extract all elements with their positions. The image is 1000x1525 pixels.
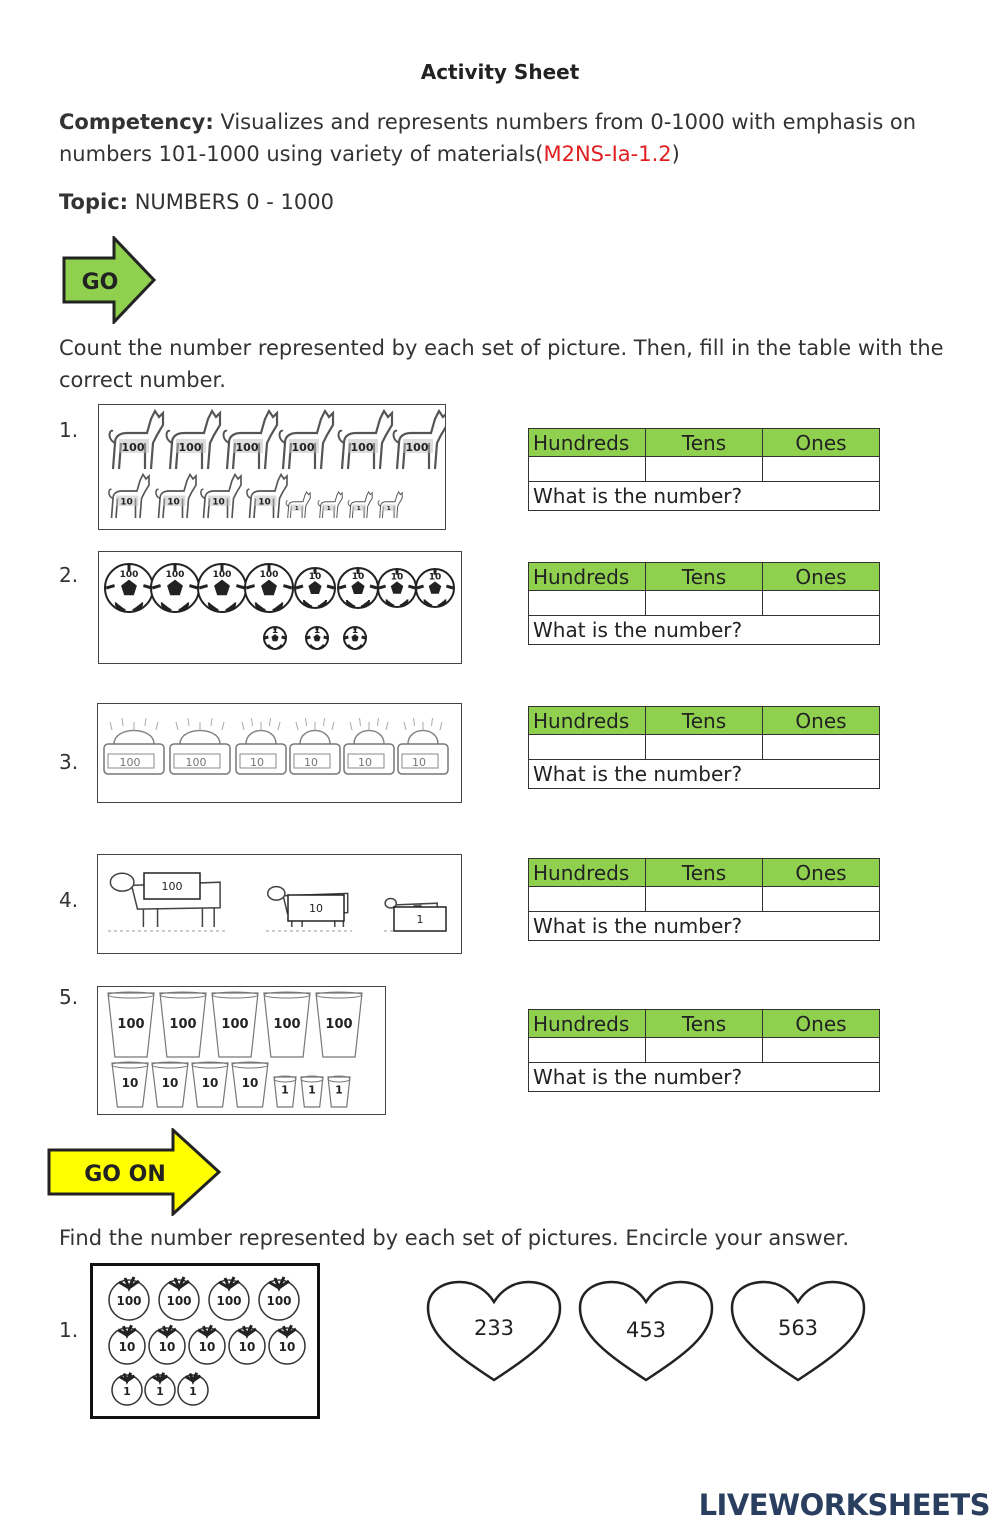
dogs-picture [98, 404, 446, 530]
value-label: 10 [428, 572, 442, 583]
toaster-icon [398, 718, 448, 774]
place-value-table-5 [528, 1009, 880, 1092]
value-label: 100 [185, 756, 207, 769]
soccer-ball-icon [416, 569, 454, 607]
dog-icon [224, 411, 278, 469]
value-label: 100 [325, 1017, 353, 1033]
item-number: 3. [59, 750, 79, 774]
value-label: 100 [405, 441, 429, 454]
number-answer-field[interactable]: What is the number? [529, 1063, 880, 1092]
cup-icon [112, 1062, 148, 1107]
soccer-ball-icon [295, 568, 335, 608]
value-label: 10 [241, 1076, 259, 1091]
tomato-icon [189, 1325, 225, 1364]
tens-answer-field[interactable] [646, 887, 763, 912]
soccer-ball-icon [151, 564, 199, 612]
ones-answer-field[interactable] [763, 1038, 880, 1063]
place-value-table-4 [528, 858, 880, 941]
ones-answer-field[interactable] [763, 735, 880, 760]
tens-header: Tens [646, 429, 763, 457]
tomato-icon [178, 1373, 208, 1405]
soccer-ball-icon [338, 568, 378, 608]
value-label: 1 [156, 1385, 164, 1398]
ones-answer-field[interactable] [763, 887, 880, 912]
soccer-ball-icon [344, 626, 366, 649]
dog-icon [286, 492, 310, 518]
value-label: 100 [169, 1017, 197, 1033]
value-label: 10 [390, 572, 404, 583]
value-label: 1 [416, 913, 424, 926]
competency-close: ) [671, 142, 680, 166]
choice-value: 453 [625, 1318, 667, 1342]
cow-icon [266, 887, 352, 931]
ones-header: Ones [763, 563, 880, 591]
page-title: Activity Sheet [420, 60, 580, 84]
toaster-icon [170, 718, 230, 774]
soccer-ball-icon [264, 626, 286, 649]
go-on-label: GO ON [84, 1162, 166, 1187]
answer-choice-heart[interactable] [580, 1282, 712, 1380]
competency-code: M2NS-Ia-1.2 [543, 142, 672, 166]
value-label: 100 [212, 570, 232, 581]
tens-answer-field[interactable] [646, 591, 763, 616]
value-label: 1 [308, 1083, 316, 1097]
hundreds-header: Hundreds [529, 563, 646, 591]
cup-icon [152, 1062, 188, 1107]
hundreds-answer-field[interactable] [529, 591, 646, 616]
value-label: 10 [158, 1340, 176, 1354]
value-label: 10 [304, 756, 318, 769]
number-answer-field[interactable]: What is the number? [529, 760, 880, 789]
tomatoes-picture [90, 1263, 320, 1419]
item-number: 2. [59, 563, 79, 587]
value-label: 10 [121, 1076, 139, 1091]
cup-icon [264, 992, 310, 1057]
value-label: 1 [386, 505, 391, 512]
tens-answer-field[interactable] [646, 1038, 763, 1063]
ones-header: Ones [763, 707, 880, 735]
hundreds-header: Hundreds [529, 859, 646, 887]
tomato-icon [209, 1277, 249, 1320]
tomato-icon [112, 1373, 142, 1405]
ones-header: Ones [763, 429, 880, 457]
ones-header: Ones [763, 1010, 880, 1038]
hundreds-answer-field[interactable] [529, 735, 646, 760]
value-label: 1 [326, 505, 331, 512]
answer-choices [424, 1280, 870, 1386]
hundreds-answer-field[interactable] [529, 887, 646, 912]
cup-icon [232, 1062, 268, 1107]
dog-icon [378, 492, 402, 518]
tens-header: Tens [646, 1010, 763, 1038]
item-number: 1. [59, 1318, 79, 1342]
dog-icon [348, 492, 372, 518]
soccer-ball-icon [306, 626, 328, 649]
dog-icon [156, 475, 196, 519]
value-label: 1 [281, 1083, 289, 1097]
value-label: 100 [119, 570, 139, 581]
cup-icon [192, 1062, 228, 1107]
value-label: 10 [120, 497, 133, 508]
ones-answer-field[interactable] [763, 457, 880, 482]
choice-value: 563 [777, 1316, 819, 1340]
value-label: 10 [351, 572, 365, 582]
hundreds-header: Hundreds [529, 1010, 646, 1038]
tens-header: Tens [646, 859, 763, 887]
value-label: 1 [335, 1083, 343, 1097]
competency-label: Competency: [59, 110, 214, 134]
cup-icon [212, 992, 258, 1057]
toaster-icon [290, 718, 340, 774]
value-label: 10 [238, 1340, 256, 1354]
value-label: 1 [313, 626, 321, 637]
value-label: 100 [350, 441, 374, 454]
topic-label: Topic: [59, 190, 129, 214]
tens-answer-field[interactable] [646, 457, 763, 482]
dog-icon [394, 411, 447, 469]
place-value-table-2 [528, 562, 880, 645]
dog-icon [201, 475, 241, 519]
competency [59, 106, 949, 170]
topic-text: NUMBERS 0 - 1000 [128, 190, 334, 214]
value-label: 10 [308, 572, 322, 582]
go-arrow-icon [62, 236, 158, 324]
go-on-arrow-icon [47, 1128, 223, 1216]
tens-header: Tens [646, 563, 763, 591]
cow-icon [108, 873, 226, 931]
soccer-ball-icon [245, 564, 293, 612]
toaster-icon [236, 718, 286, 774]
ones-header: Ones [763, 859, 880, 887]
soccer-ball-icon [198, 564, 246, 612]
item-number: 5. [59, 985, 79, 1009]
value-label: 1 [356, 505, 361, 512]
cups-picture [97, 986, 386, 1115]
value-label: 100 [273, 1017, 301, 1033]
value-label: 100 [266, 1294, 292, 1308]
answer-choice-heart[interactable] [428, 1282, 560, 1380]
tomato-icon [109, 1277, 149, 1320]
value-label: 1 [351, 626, 359, 637]
cup-icon [316, 992, 362, 1057]
cup-icon [301, 1076, 323, 1107]
hundreds-answer-field[interactable] [529, 457, 646, 482]
value-label: 1 [189, 1385, 197, 1398]
value-label: 10 [212, 497, 225, 508]
value-label: 100 [166, 1294, 192, 1308]
competency-text: Visualizes and represents numbers from 0-1000 with emphasis on numbers 101-1000 using variety of materials( [59, 110, 917, 166]
hundreds-header: Hundreds [529, 429, 646, 457]
tomato-icon [149, 1325, 185, 1364]
value-label: 100 [117, 1017, 145, 1033]
value-label: 100 [221, 1017, 249, 1033]
number-answer-field[interactable]: What is the number? [529, 482, 880, 511]
item-number: 4. [59, 888, 79, 912]
ones-answer-field[interactable] [763, 591, 880, 616]
value-label: 100 [216, 1294, 242, 1308]
soccer-ball-icon [105, 564, 153, 612]
value-label: 100 [291, 441, 315, 454]
instructions-1: Count the number represented by each set of picture. Then, fill in the table with the correct number. [59, 336, 944, 392]
value-label: 100 [119, 756, 141, 769]
value-label: 100 [235, 441, 259, 454]
value-label: 100 [121, 441, 145, 454]
soccer-ball-icon [378, 569, 416, 607]
tens-header: Tens [646, 707, 763, 735]
toaster-icon [104, 718, 164, 774]
tomato-icon [229, 1325, 265, 1364]
dog-icon [247, 475, 287, 519]
cup-icon [274, 1076, 296, 1107]
tomato-icon [269, 1325, 305, 1364]
value-label: 10 [201, 1076, 219, 1091]
value-label: 10 [167, 497, 180, 508]
value-label: 1 [271, 626, 279, 637]
value-label: 10 [250, 756, 264, 769]
tomato-icon [159, 1277, 199, 1320]
cows-picture [97, 854, 462, 954]
value-label: 1 [294, 505, 299, 512]
place-value-table-3 [528, 706, 880, 789]
value-label: 10 [161, 1076, 179, 1091]
dog-icon [109, 475, 149, 519]
toaster-icon [344, 718, 394, 774]
toasters-picture [97, 703, 462, 803]
value-label: 10 [358, 756, 372, 769]
value-label: 10 [258, 497, 271, 508]
cup-icon [160, 992, 206, 1057]
dog-icon [339, 411, 393, 469]
value-label: 10 [412, 756, 426, 769]
cup-icon [328, 1076, 350, 1107]
soccer-balls-picture [98, 551, 462, 664]
number-answer-field[interactable]: What is the number? [529, 616, 880, 645]
choice-value: 233 [473, 1316, 515, 1340]
liveworksheets-logo: LIVEWORKSHEETS [698, 1488, 990, 1522]
item-number: 1. [59, 418, 79, 442]
answer-choice-heart[interactable] [732, 1282, 864, 1380]
place-value-table-1 [528, 428, 880, 511]
value-label: 10 [118, 1340, 136, 1354]
value-label: 10 [309, 902, 323, 915]
cow-icon [384, 898, 446, 931]
value-label: 100 [161, 880, 183, 893]
topic [59, 186, 949, 218]
hundreds-header: Hundreds [529, 707, 646, 735]
number-answer-field[interactable]: What is the number? [529, 912, 880, 941]
tomato-icon [109, 1325, 145, 1364]
dog-icon [110, 411, 164, 469]
tomato-icon [259, 1277, 299, 1320]
value-label: 10 [198, 1340, 216, 1354]
tens-answer-field[interactable] [646, 735, 763, 760]
value-label: 1 [123, 1385, 131, 1398]
instructions-2: Find the number represented by each set of pictures. Encircle your answer. [59, 1226, 849, 1250]
value-label: 100 [116, 1294, 142, 1308]
value-label: 100 [178, 441, 202, 454]
cup-icon [108, 992, 154, 1057]
value-label: 10 [278, 1340, 296, 1354]
dog-icon [167, 411, 221, 469]
dog-icon [318, 492, 342, 518]
value-label: 100 [259, 570, 279, 581]
value-label: 100 [165, 570, 185, 581]
tomato-icon [145, 1373, 175, 1405]
hundreds-answer-field[interactable] [529, 1038, 646, 1063]
go-label: GO [81, 270, 119, 295]
dog-icon [280, 411, 334, 469]
